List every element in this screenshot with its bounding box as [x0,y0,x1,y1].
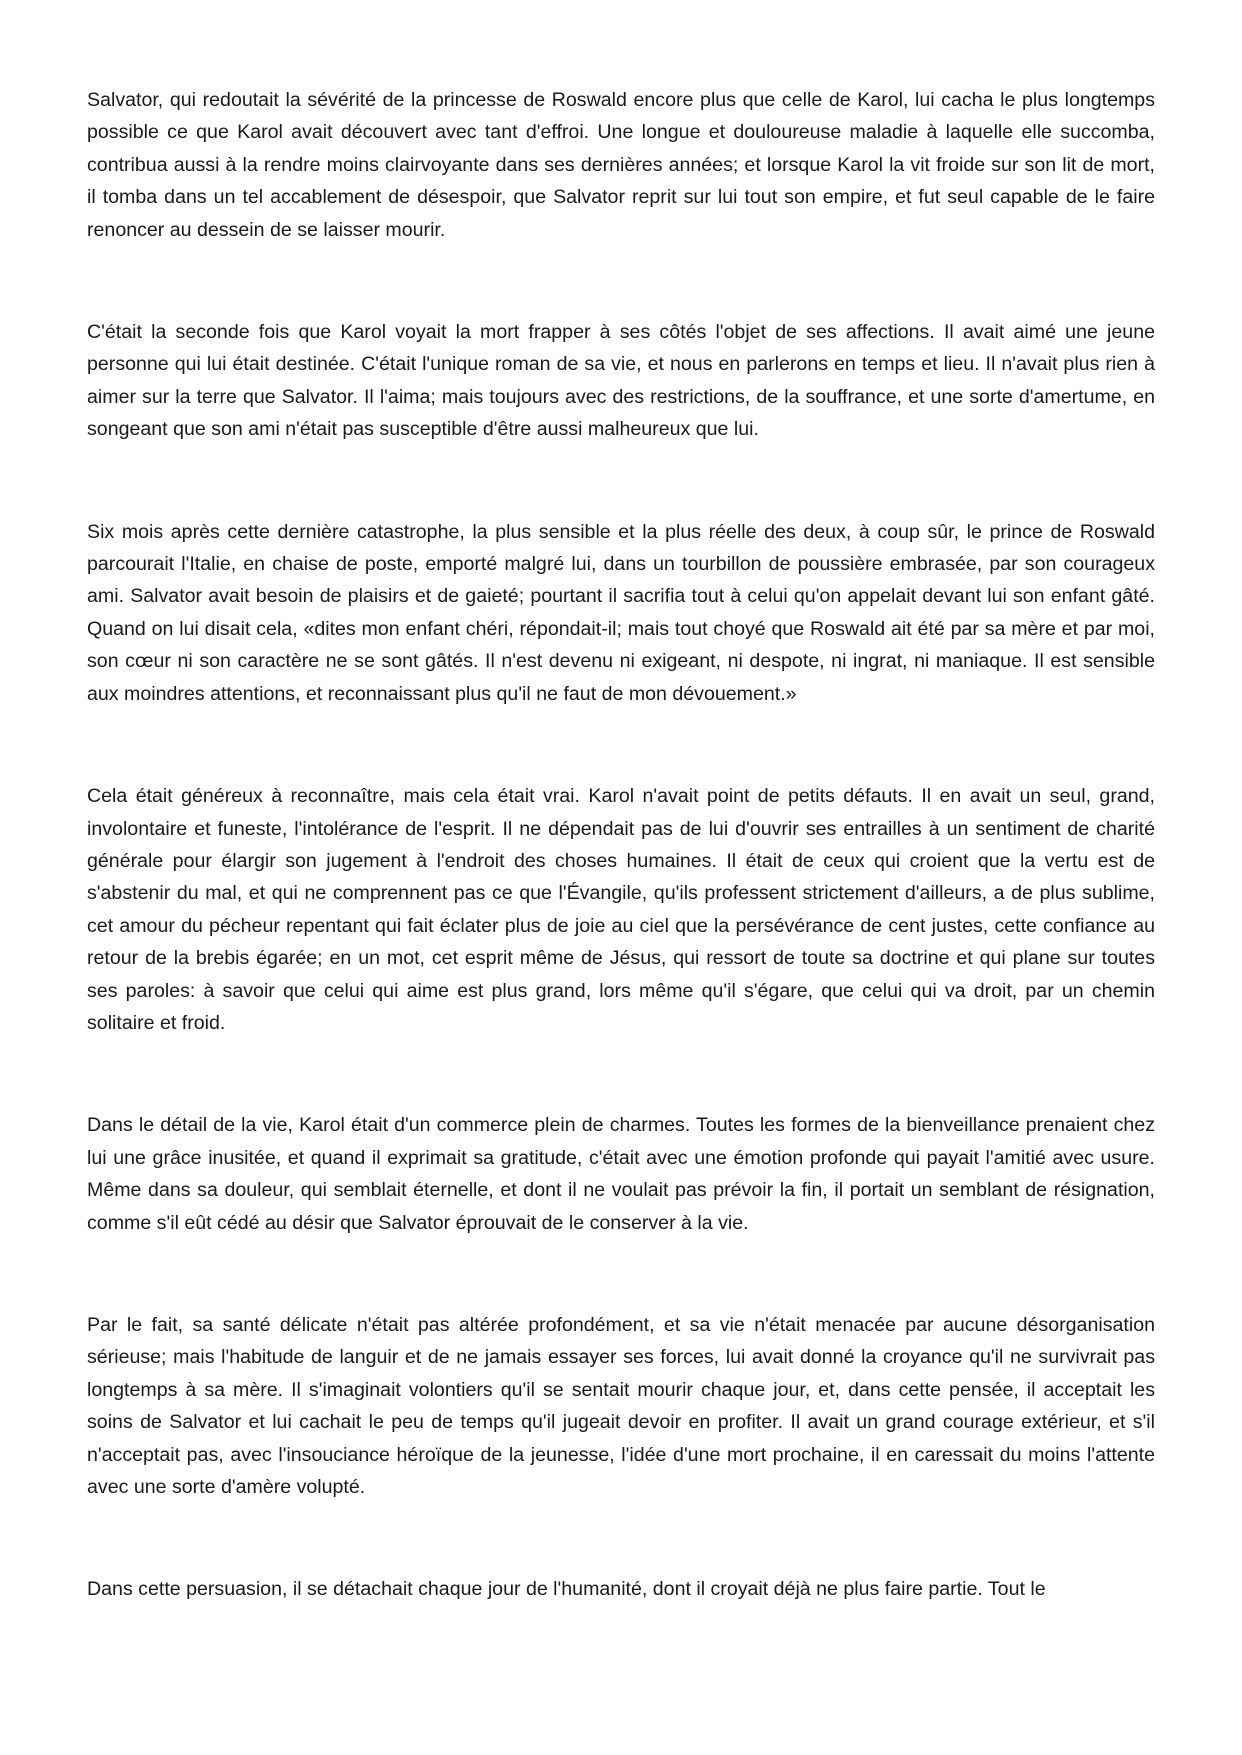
paragraph-7: Dans cette persuasion, il se détachait chaque jour de l'humanité, dont il croyait déjà ne plus faire partie. Tout le [87,1578,1046,1601]
paragraph-gap [87,1039,1155,1109]
document-page [87,84,1155,1606]
paragraph-gap [87,1239,1155,1309]
paragraph-gap [87,446,1155,516]
paragraph-gap [87,246,1155,316]
paragraph-gap [87,710,1155,780]
paragraph-gap [87,1503,1155,1573]
paragraph-6: Par le fait, sa santé délicate n'était pas altérée profondément, et sa vie n'était menacée par aucune désorganisation sérieuse; mais l'habitude de languir et de ne jamais essayer ses forces, lui avait donné la croyance qu'il ne survivrait pas longtemps à sa mère. Il s'imaginait volontiers qu'il se sentait mourir chaque jour, et, dans cette pensée, il acceptait les soins de Salvator et lui cachait le peu de temps qu'il jugeait devoir en profiter. Il avait un grand courage extérieur, et s'il n'acceptait pas, avec l'insouciance héroïque de la jeunesse, l'idée d'une mort prochaine, il en caressait du moins l'attente avec une sorte d'amère volupté. [87,1313,1155,1498]
paragraph-4: Cela était généreux à reconnaître, mais cela était vrai. Karol n'avait point de petits défauts. Il en avait un seul, grand, involontaire et funeste, l'intolérance de l'esprit. Il ne dépendait pas de lui d'ouvrir ses entrailles à un sentiment de charité générale pour élargir son jugement à l'endroit des choses humaines. Il était de ceux qui croient que la vertu est de s'abstenir du mal, et qui ne comprennent pas ce que l'Évangile, qu'ils professent strictement d'ailleurs, a de plus sublime, cet amour du pécheur repentant qui fait éclater plus de joie au ciel que la persévérance de cent justes, cette confiance au retour de la brebis égarée; en un mot, cet esprit même de Jésus, qui ressort de toute sa doctrine et qui plane sur toutes ses paroles: à savoir que celui qui aime est plus grand, lors même qu'il s'égare, que celui qui va droit, par un chemin solitaire et froid. [87,785,1155,1034]
paragraph-2: C'était la seconde fois que Karol voyait la mort frapper à ses côtés l'objet de ses affections. Il avait aimé une jeune personne qui lui était destinée. C'était l'unique roman de sa vie, et nous en parlerons en temps et lieu. Il n'avait plus rien à aimer sur la terre que Salvator. Il l'aima; mais toujours avec des restrictions, de la souffrance, et une sorte d'amertume, en songeant que son ami n'était pas susceptible d'être aussi malheureux que lui. [87,321,1155,441]
paragraph-3: Six mois après cette dernière catastrophe, la plus sensible et la plus réelle des deux, à coup sûr, le prince de Roswald parcourait l'Italie, en chaise de poste, emporté malgré lui, dans un tourbillon de poussière embrasée, par son courageux ami. Salvator avait besoin de plaisirs et de gaieté; pourtant il sacrifia tout à celui qu'on appelait devant lui son enfant gâté. Quand on lui disait cela, «dites mon enfant chéri, répondait-il; mais tout choyé que Roswald ait été par sa mère et par moi, son cœur ni son caractère ne se sont gâtés. Il n'est devenu ni exigeant, ni despote, ni ingrat, ni maniaque. Il est sensible aux moindres attentions, et reconnaissant plus qu'il ne faut de mon dévouement.» [87,520,1155,705]
paragraph-5: Dans le détail de la vie, Karol était d'un commerce plein de charmes. Toutes les formes de la bienveillance prenaient chez lui une grâce inusitée, et quand il exprimait sa gratitude, c'était avec une émotion profonde qui payait l'amitié avec usure. Même dans sa douleur, qui semblait éternelle, et dont il ne voulait pas prévoir la fin, il portait un semblant de résignation, comme s'il eût cédé au désir que Salvator éprouvait de le conserver à la vie. [87,1114,1155,1234]
paragraph-1: Salvator, qui redoutait la sévérité de la princesse de Roswald encore plus que celle de Karol, lui cacha le plus longtemps possible ce que Karol avait découvert avec tant d'effroi. Une longue et douloureuse maladie à laquelle elle succomba, contribua aussi à la rendre moins clairvoyante dans ses dernières années; et lorsque Karol la vit froide sur son lit de mort, il tomba dans un tel accablement de désespoir, que Salvator reprit sur lui tout son empire, et fut seul capable de le faire renoncer au dessein de se laisser mourir. [87,89,1155,241]
